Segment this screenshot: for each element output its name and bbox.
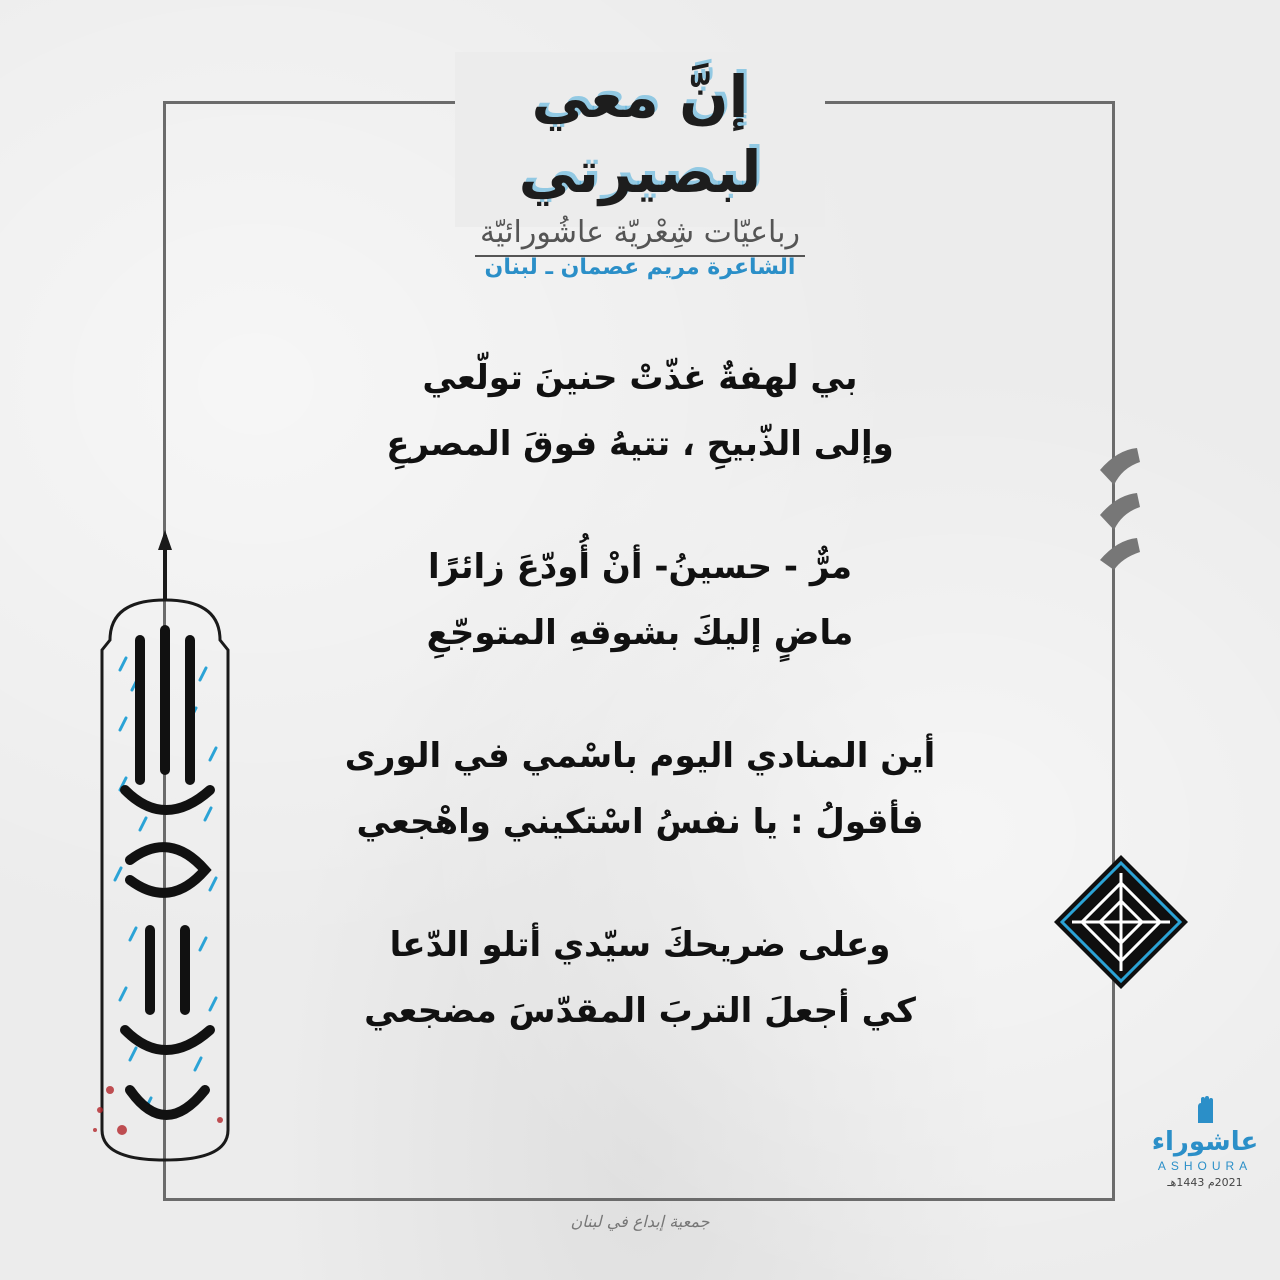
verse-line: أين المنادي اليوم باسْمي في الورى — [344, 736, 936, 776]
stanza — [260, 345, 1020, 477]
ashoura-hand-icon — [1190, 1095, 1220, 1125]
page-title: إنَّ معي لبصيرتي — [518, 63, 762, 207]
stanza — [260, 534, 1020, 666]
logo-date: 2021م 1443هـ — [1167, 1176, 1243, 1189]
ashoura-logo — [1145, 1095, 1265, 1205]
verse-line: بي لهفةٌ غذّتْ حنينَ تولّعي — [422, 358, 858, 398]
kufic-square-icon — [1052, 853, 1190, 991]
verse-line: كي أجعلَ التربَ المقدّسَ مضجعي — [364, 991, 916, 1031]
stanza — [260, 723, 1020, 855]
deco-marks-icon — [1092, 440, 1152, 570]
header — [455, 52, 825, 250]
poem — [260, 345, 1020, 1101]
logo-latin: ASHOURA — [1157, 1159, 1253, 1173]
logo-word: عاشوراء — [1151, 1127, 1259, 1157]
verse-line: فأقولُ : يا نفسُ اسْتكيني واهْجعي — [356, 802, 924, 842]
verse-line: وإلى الذّبيحِ ، تتيهُ فوقَ المصرعِ — [386, 424, 894, 464]
verse-line: ماضٍ إليكَ بشوقهِ المتوجّعِ — [426, 613, 854, 653]
calligraphy-panel-icon — [70, 530, 260, 1170]
poet-line: الشاعرة مريم عصمان ـ لبنان — [484, 255, 796, 280]
page-subtitle: رباعيّات شِعْريّة عاشُورائيّة — [480, 214, 800, 250]
verse-line: وعلى ضريحكَ سيّدي أتلو الدّعا — [389, 925, 891, 965]
verse-line: مرٌّ - حسينُ- أنْ أُودّعَ زائرًا — [427, 547, 853, 587]
stanza — [260, 912, 1020, 1044]
signature: جمعية إبداع في لبنان — [570, 1212, 710, 1231]
